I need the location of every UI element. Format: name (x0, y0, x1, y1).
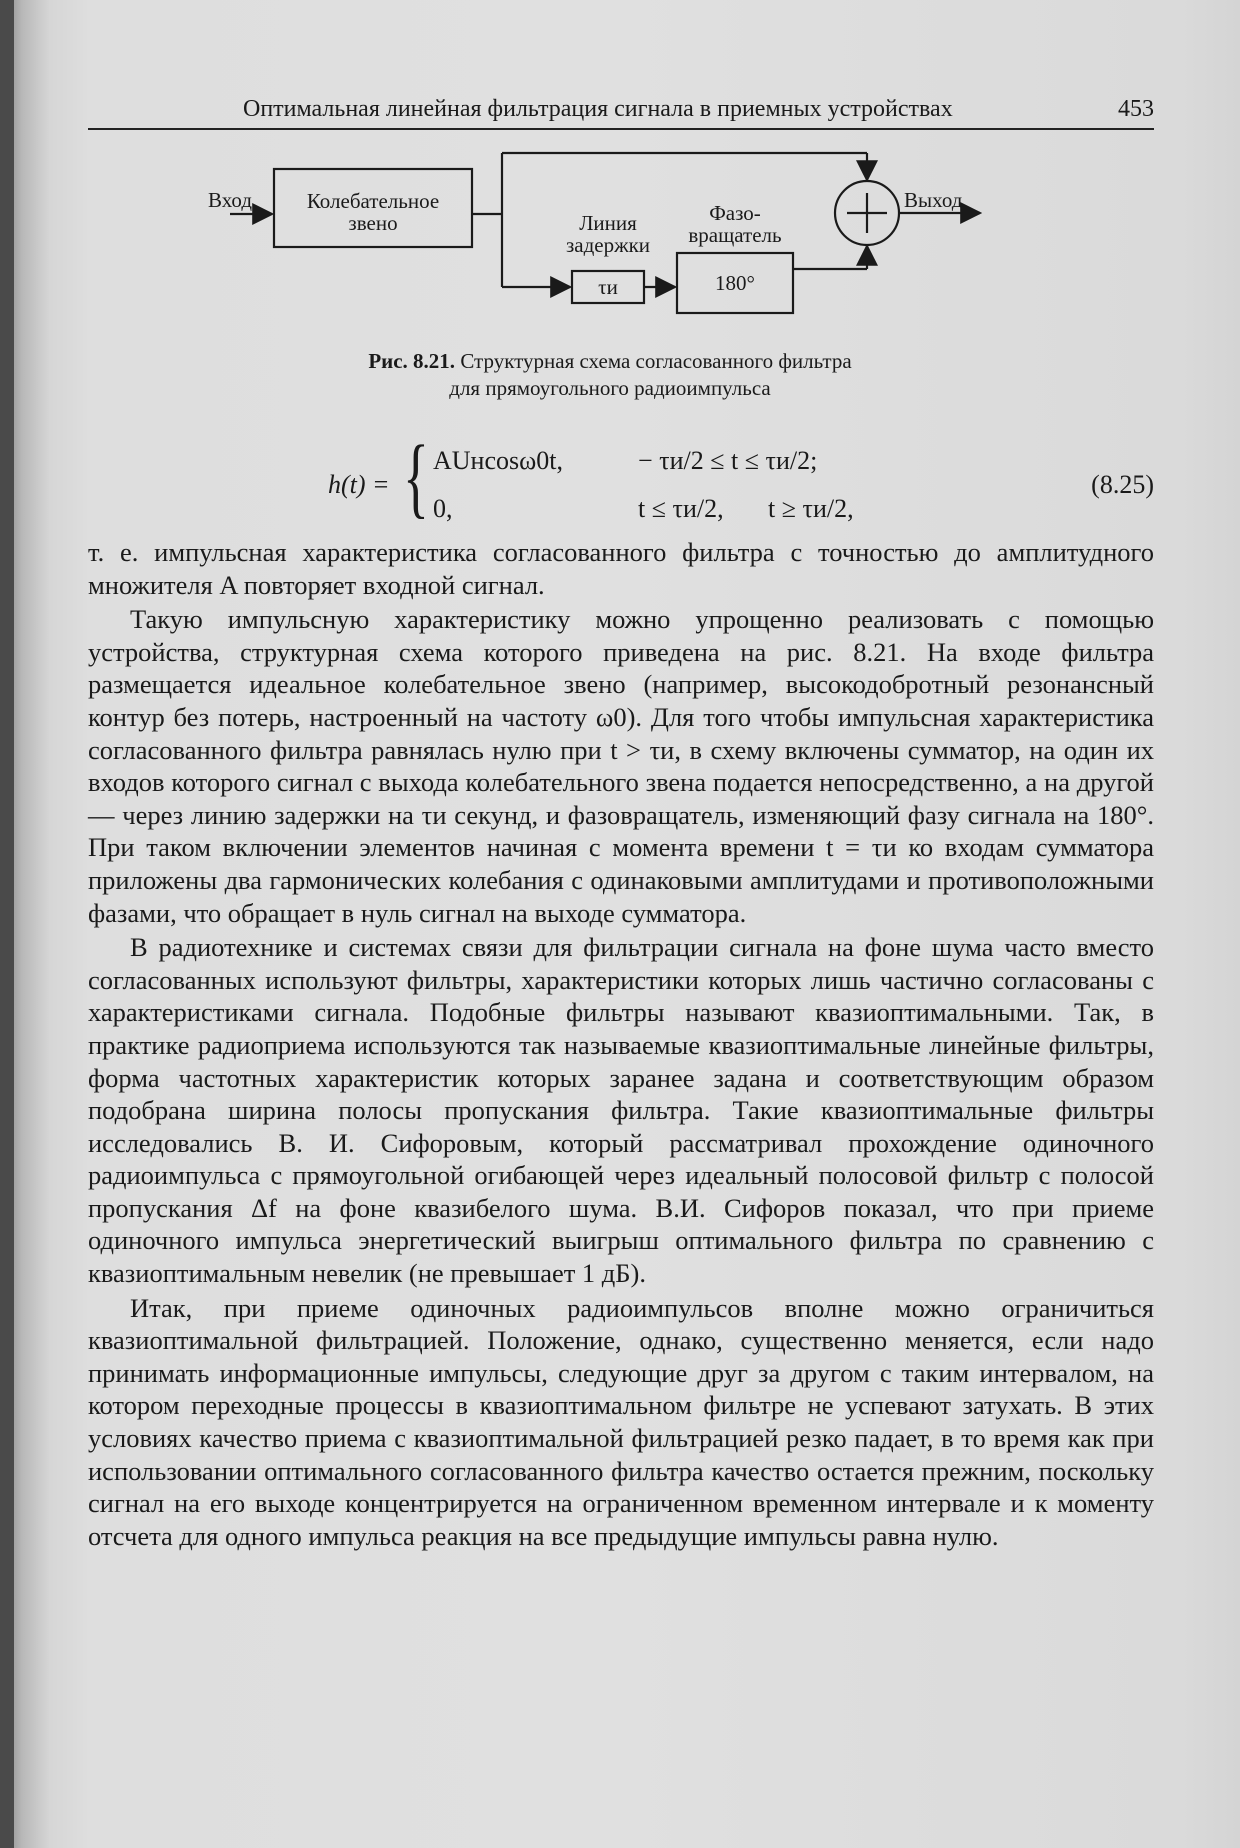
paragraph-2: Такую импульсную характеристику можно упрощенно реализовать с помощью устройства, структурная схема которого приведена на рис. 8.21. На входе фильтра размещается идеальное колебательное звено (например, высокодобротный резонансный контур без потерь, настроенный на частоту ω0). Для того чтобы импульсная характеристика согласованного фильтра равнялась нулю при t > τи, в схему включены сумматор, на один их входов которого сигнал с выхода колебательного звена подается непосредственно, а на другой — через линию задержки на τи секунд, и фазовращатель, изменяющий фазу сигнала на 180°. При таком включении элементов начиная с момента времени t = τи ко входам сумматора приложены два гармонических колебания с одинаковыми амплитудами и противоположными фазами, что обращает в нуль сигнал на выходе сумматора. (88, 604, 1154, 928)
delay-value: τи (598, 275, 618, 299)
formula-row2-cond-b: t ≥ τи/2, (768, 494, 854, 523)
formula-brace: { (403, 428, 429, 527)
formula-row2-cond-a: t ≤ τи/2, (638, 494, 724, 523)
output-label: Выход (904, 188, 963, 212)
formula-row1-cond: − τи/2 ≤ t ≤ τи/2; (638, 446, 818, 475)
oscillator-label-2: звено (348, 211, 398, 235)
phase-value: 180° (715, 271, 755, 295)
formula-row2-expr: 0, (433, 494, 453, 523)
body-text (88, 536, 1154, 1554)
figure-caption-line2: для прямоугольного радиоимпульса (449, 376, 771, 400)
equation-8-25 (88, 428, 1154, 536)
formula-lhs: h(t) = (328, 470, 390, 499)
block-diagram (208, 145, 1010, 325)
figure-caption (300, 348, 920, 402)
paragraph-3: В радиотехнике и системах связи для фильтрации сигнала на фоне шума часто вместо согласованных используют фильтры, характеристики которых лишь частично согласованы с характеристиками сигнала. Подобные фильтры называют квазиоптимальными. Так, в практике радиоприема используются так называемые квазиоптимальные линейные фильтры, форма частотных характеристик которых заранее задана и соответствующим образом подобрана ширина полосы пропускания фильтра. Такие квазиоптимальные фильтры исследовались В. И. Сифоровым, который рассматривал прохождение одиночного радиоимпульса с прямоугольной огибающей через идеальный полосовой фильтр с полосой пропускания Δf на фоне квазибелого шума. В.И. Сифоров показал, что при приеме одиночного импульса энергетический выигрыш оптимального фильтра по сравнению с квазиоптимальным невелик (не превышает 1 дБ). (88, 932, 1154, 1289)
page-number: 453 (1118, 96, 1154, 122)
figure-caption-text1: Структурная схема согласованного фильтра (460, 349, 852, 373)
delay-label-1: Линия (579, 211, 637, 235)
running-title: Оптимальная линейная фильтрация сигнала в приемных устройствах (243, 96, 953, 122)
figure-number: Рис. 8.21. (368, 349, 456, 373)
book-spine-shadow (0, 0, 14, 1848)
paragraph-4: Итак, при приеме одиночных радиоимпульсов вполне можно ограничиться квазиоптимальной фильтрацией. Положение, однако, существенно меняется, если надо принимать информационные импульсы, следующие друг за другом с таким интервалом, на котором переходные процессы в квазиоптимальном фильтре не успевают затухать. В этих условиях качество приема с квазиоптимальной фильтрацией резко падает, в то время как при использовании оптимального согласованного фильтра качество остается прежним, поскольку сигнал на его выходе концентрируется на ограниченном временном интервале и к моменту отсчета для одного импульса реакция на все предыдущие импульсы равна нулю. (88, 1292, 1154, 1551)
paragraph-1: т. е. импульсная характеристика согласованного фильтра с точностью до амплитудного множителя A повторяет входной сигнал. (88, 537, 1154, 600)
running-header (88, 94, 1154, 130)
equation-number: (8.25) (1091, 470, 1154, 499)
delay-label-2: задержки (565, 233, 651, 257)
phase-label-1: Фазо- (709, 201, 761, 225)
oscillator-label-1: Колебательное (306, 189, 440, 213)
figure-caption-line1 (300, 348, 920, 375)
phase-label-2: вращатель (688, 223, 782, 247)
formula-row1-expr: AUнcosω0t, (433, 446, 563, 475)
input-label: Вход (208, 188, 253, 212)
